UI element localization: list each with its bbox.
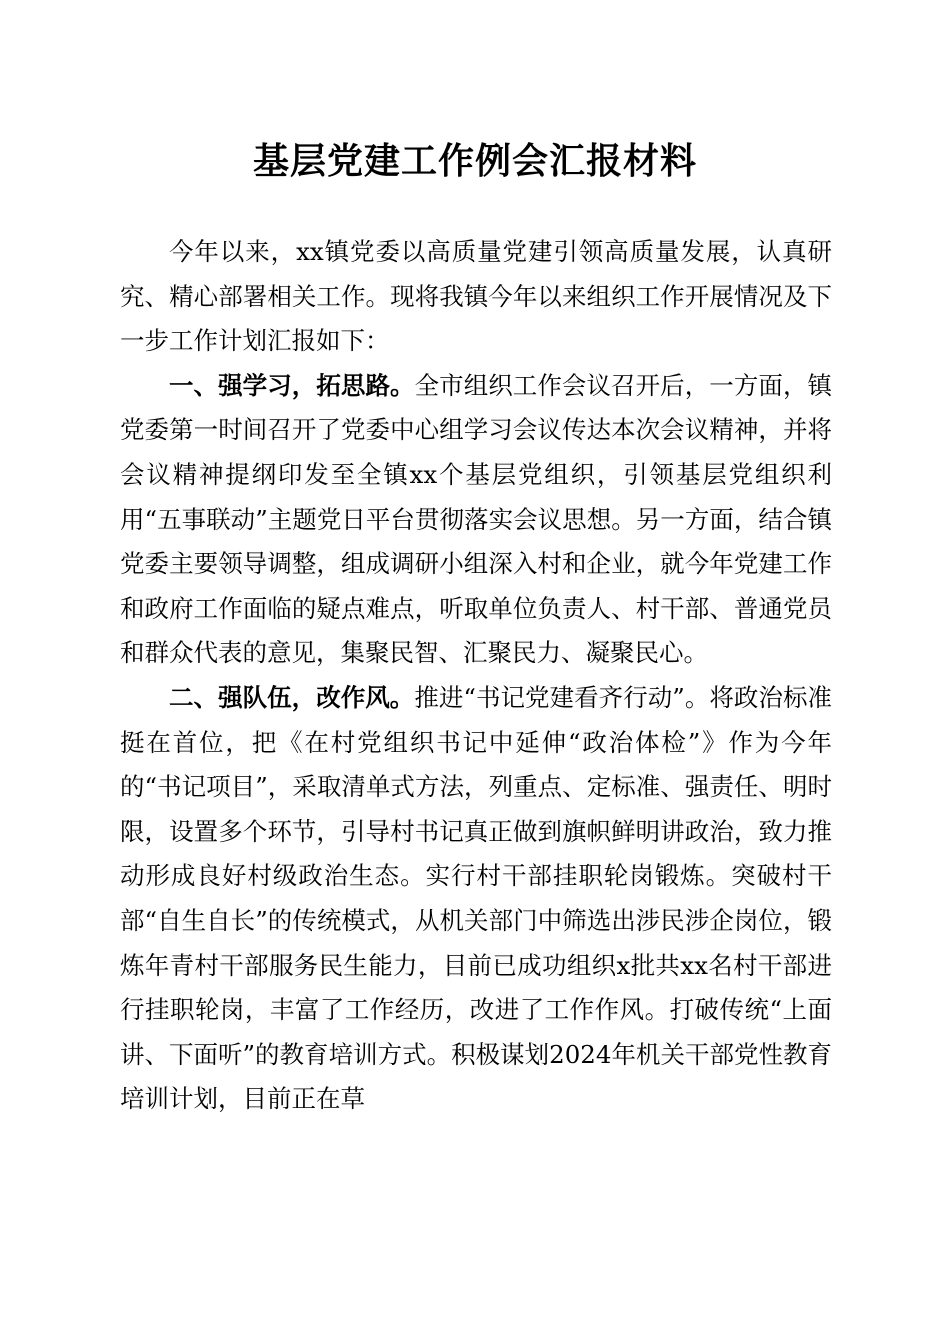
section-two-heading: 二、强队伍，改作风。 xyxy=(169,682,415,712)
section-two-paragraph xyxy=(120,676,832,1122)
document-title: 基层党建工作例会汇报材料 xyxy=(252,140,697,182)
intro-paragraph-text: 今年以来，xx镇党委以高质量党建引领高质量发展，认真研究、精心部署相关工作。现将我镇今年以来组织工作开展情况及下一步工作计划汇报如下： xyxy=(120,237,832,356)
document-body xyxy=(120,230,832,1122)
section-two-text: 推进“书记党建看齐行动”。将政治标准挺在首位，把《在村党组织书记中延伸“政治体检”》作为今年的“书记项目”，采取清单式方法，列重点、定标准、强责任、明时限，设置多个环节，引导村书记真正做到旗帜鲜明讲政治，致力推动形成良好村级政治生态。实行村干部挂职轮岗锻炼。突破村干部“自生自长”的传统模式，从机关部门中筛选出涉民涉企岗位，锻炼年青村干部服务民生能力，目前已成功组织x批共xx名村干部进行挂职轮岗，丰富了工作经历，改进了工作作风。打破传统“上面讲、下面听”的教育培训方式。积极谋划2024年机关干部党性教育培训计划，目前正在草 xyxy=(120,682,832,1114)
section-one-heading: 一、强学习，拓思路。 xyxy=(169,370,415,400)
section-one-text: 全市组织工作会议召开后，一方面，镇党委第一时间召开了党委中心组学习会议传达本次会议精神，并将会议精神提纲印发至全镇xx个基层党组织，引领基层党组织利用“五事联动”主题党日平台贯彻落实会议思想。另一方面，结合镇党委主要领导调整，组成调研小组深入村和企业，就今年党建工作和政府工作面临的疑点难点，听取单位负责人、村干部、普通党员和群众代表的意见，集聚民智、汇聚民力、凝聚民心。 xyxy=(120,370,832,668)
intro-paragraph xyxy=(120,230,832,364)
section-one-paragraph xyxy=(120,364,832,676)
